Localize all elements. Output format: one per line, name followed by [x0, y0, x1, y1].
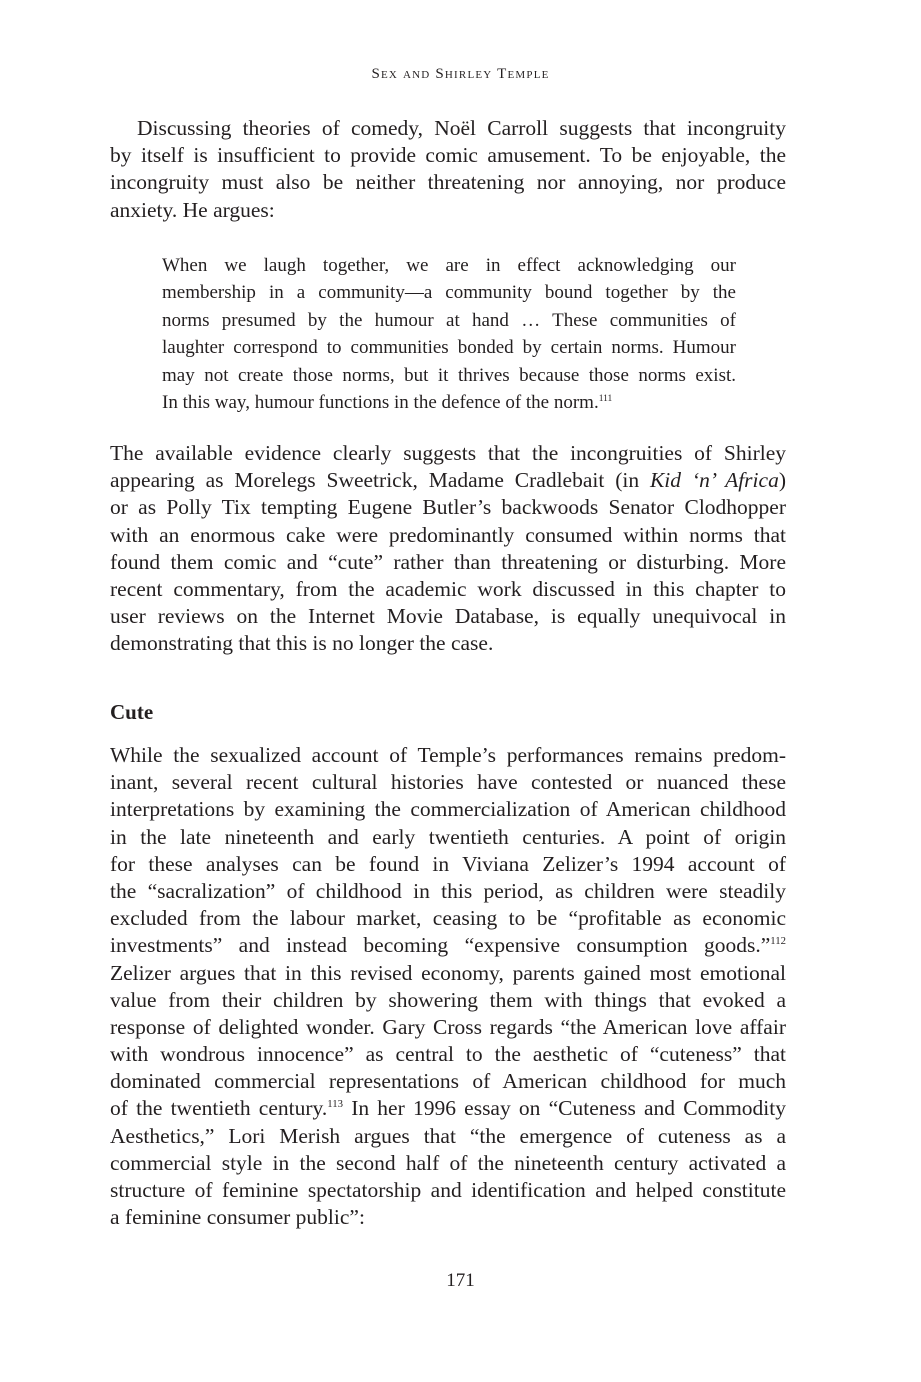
paragraph-cute [110, 742, 786, 1231]
text-line: value from their children by showering them with things that evoked a [110, 987, 786, 1012]
film-title: Kid ‘n’ Africa [649, 468, 779, 493]
quote-line: membership in a community—a community bound together by the [162, 282, 736, 304]
text-segment: investments” and instead becoming “expensive consumption goods.” [110, 933, 771, 958]
footnote-ref-111[interactable]: 111 [598, 393, 613, 404]
paragraph-carroll [110, 115, 786, 224]
text-line: incongruity must also be neither threatening nor annoying, nor produce [110, 170, 786, 195]
paragraph-evidence [110, 440, 786, 658]
text-line: found them comic and “cute” rather than threatening or disturbing. More [110, 549, 786, 574]
quote-line: norms presumed by the humour at hand … These communities of [162, 309, 736, 331]
text-line: The available evidence clearly suggests that the incongruities of Shirley [110, 441, 786, 465]
block-quote [162, 252, 736, 416]
section-heading: Cute [110, 700, 154, 724]
text-line: by itself is insufficient to provide comic amusement. To be enjoyable, the [110, 143, 786, 168]
running-head [0, 66, 921, 83]
text-line: in the late nineteenth and early twentieth centuries. A point of origin [110, 824, 786, 849]
quote-line: may not create those norms, but it thrives because those norms exist. [162, 364, 736, 386]
text-line: response of delighted wonder. Gary Cross regards “the American love affair [110, 1014, 786, 1039]
text-line: or as Polly Tix tempting Eugene Butler’s backwoods Senator Clodhopper [110, 495, 786, 520]
text-line: While the sexualized account of Temple’s performances remains predom- [110, 743, 786, 767]
quote-line-text: In this way, humour functions in the defence of the norm. [162, 391, 599, 413]
text-line [110, 467, 786, 494]
text-line [110, 932, 786, 959]
footnote-ref-113[interactable]: 113 [327, 1098, 343, 1111]
text-line: Aesthetics,” Lori Merish argues that “the emergence of cuteness as a [110, 1123, 786, 1148]
footnote-ref-112[interactable]: 112 [770, 935, 786, 948]
text-line: Zelizer argues that in this revised economy, parents gained most emotional [110, 960, 786, 985]
text-line: excluded from the labour market, ceasing to be “profitable as economic [110, 906, 786, 931]
text-line: the “sacralization” of childhood in this period, as children were steadily [110, 878, 786, 903]
text-line: commercial style in the second half of the nineteenth century activated a [110, 1150, 786, 1175]
text-line: with wondrous innocence” as central to the aesthetic of “cuteness” that [110, 1042, 786, 1067]
text-line: interpretations by examining the commercialization of American childhood [110, 797, 786, 822]
page-number: 171 [446, 1270, 475, 1291]
text-line: for these analyses can be found in Viviana Zelizer’s 1994 account of [110, 851, 786, 876]
text-line: with an enormous cake were predominantly consumed within norms that [110, 522, 786, 547]
text-segment: of the twentieth century. [110, 1096, 328, 1121]
text-line: dominated commercial representations of American childhood for much [110, 1069, 786, 1094]
text-segment: In her 1996 essay on “Cuteness and Commodity [342, 1096, 786, 1121]
text-line: inant, several recent cultural histories have contested or nuanced these [110, 770, 786, 795]
quote-line [162, 389, 736, 416]
text-line: Discussing theories of comedy, Noël Carroll suggests that incongruity [137, 116, 786, 140]
running-head-text: Sex and Shirley Temple [371, 66, 550, 82]
quote-line: When we laugh together, we are in effect acknowledging our [162, 255, 736, 276]
text-line: user reviews on the Internet Movie Database, is equally unequivocal in [110, 604, 786, 629]
quote-line: laughter correspond to communities bonded by certain norms. Humour [162, 337, 736, 359]
text-line [110, 1095, 786, 1122]
text-segment: appearing as Morelegs Sweetrick, Madame Cradlebait (in [110, 468, 650, 493]
text-line: structure of feminine spectatorship and identification and helped constitute [110, 1178, 786, 1202]
text-line: recent commentary, from the academic work discussed in this chapter to [110, 576, 786, 601]
text-segment: ) [778, 468, 786, 493]
text-line: a feminine consumer public”: [110, 1205, 365, 1230]
text-line: demonstrating that this is no longer the case. [110, 631, 494, 656]
text-line: anxiety. He argues: [110, 197, 275, 222]
